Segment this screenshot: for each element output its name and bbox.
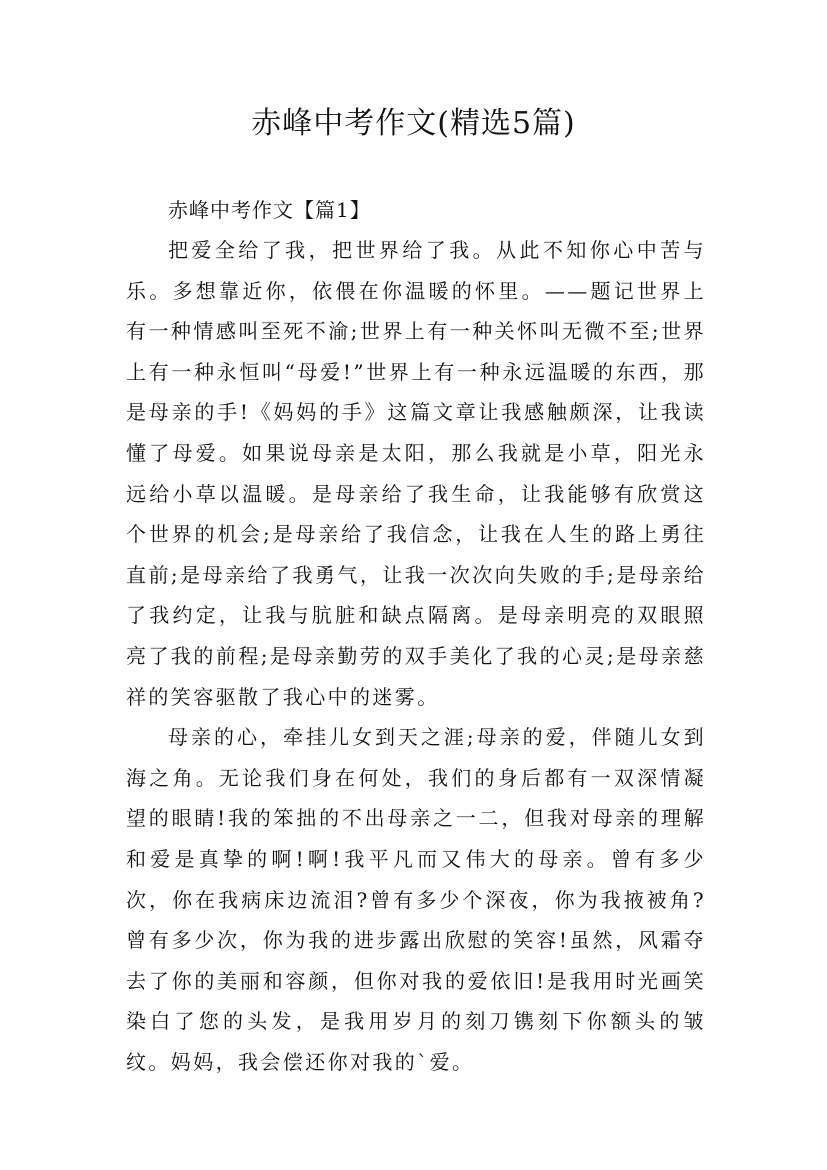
document-body: [126, 190, 706, 1082]
paragraph-2: 母亲的心，牵挂儿女到天之涯;母亲的爱，伴随儿女到海之角。无论我们身在何处，我们的身后都有一双深情凝望的眼睛!我的笨拙的不出母亲之一二，但我对母亲的理解和爱是真挚的啊!啊!我平凡而又伟大的母亲。曾有多少次，你在我病床边流泪?曾有多少个深夜，你为我掖被角?曾有多少次，你为我的进步露出欣慰的笑容!虽然，风霜夺去了你的美丽和容颜，但你对我的爱依旧!是我用时光画笑染白了您的头发，是我用岁月的刻刀镌刻下你额头的皱纹。妈妈，我会偿还你对我的`爱。: [126, 725, 706, 1074]
document-title: 赤峰中考作文(精选5篇): [251, 106, 576, 141]
section-heading: 赤峰中考作文【篇1】: [168, 198, 371, 222]
paragraph-1: 把爱全给了我，把世界给了我。从此不知你心中苦与乐。多想靠近你，依偎在你温暖的怀里。——题记世界上有一种情感叫至死不渝;世界上有一种关怀叫无微不至;世界上有一种永恒叫“母爱!”世界上有一种永远温暖的东西，那是母亲的手!《妈妈的手》这篇文章让我感触颇深，让我读懂了母爱。如果说母亲是太阳，那么我就是小草，阳光永远给小草以温暖。是母亲给了我生命，让我能够有欣赏这个世界的机会;是母亲给了我信念，让我在人生的路上勇往直前;是母亲给了我勇气，让我一次次向失败的手;是母亲给了我约定，让我与肮脏和缺点隔离。是母亲明亮的双眼照亮了我的前程;是母亲勤劳的双手美化了我的心灵;是母亲慈祥的笑容驱散了我心中的迷雾。: [126, 238, 706, 709]
